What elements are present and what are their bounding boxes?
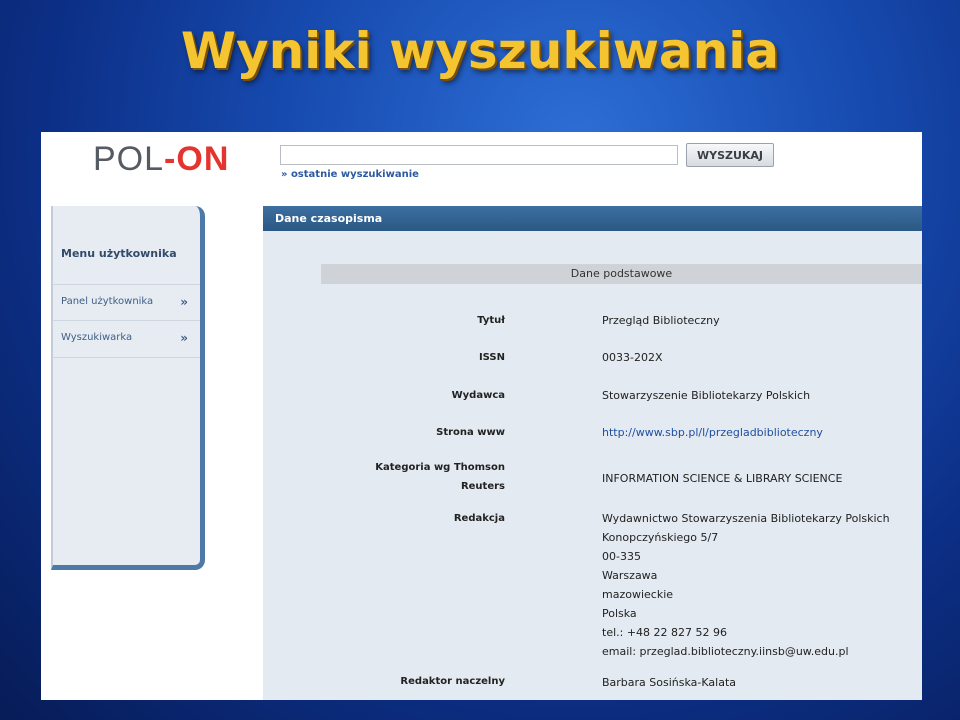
field-value [602,509,890,661]
field-value: Przegląd Biblioteczny [602,314,720,327]
editorial-line: Polska [602,607,637,620]
editorial-line: Warszawa [602,569,658,582]
app-screenshot [41,132,922,700]
logo-text-pol: POL [93,140,165,178]
website-link[interactable]: http://www.sbp.pl/l/przegladbiblioteczny [602,426,823,439]
logo-text-on: -ON [164,140,230,178]
chevron-right-icon: » [180,295,188,309]
editorial-line: tel.: +48 22 827 52 96 [602,626,728,639]
sidebar-item-user-panel[interactable] [53,284,200,321]
field-value: Barbara Sosińska-Kalata [602,676,736,689]
editorial-line: email: przeglad.biblioteczny.iinsb@uw.edu.pl [602,645,849,658]
section-header-basic-data: Dane podstawowe [321,264,922,284]
field-label-line: Reuters [460,481,505,492]
field-value: Stowarzyszenie Bibliotekarzy Polskich [602,389,811,402]
chevron-right-icon: » [180,331,188,345]
field-label: ISSN [478,352,505,363]
sidebar-item-label: Panel użytkownika [61,296,154,307]
field-label: Redakcja [453,513,505,524]
slide-title: Wyniki wyszukiwania [180,22,780,80]
sidebar-title: Menu użytkownika [61,247,177,260]
recent-search-link[interactable]: » ostatnie wyszukiwanie [281,169,419,180]
field-label: Strona www [436,427,505,438]
field-value: 0033-202X [602,351,663,364]
sidebar-item-search-engine[interactable] [53,320,200,358]
field-label [263,458,505,496]
field-label: Tytuł [477,315,505,326]
editorial-line: 00-335 [602,550,641,563]
search-input[interactable] [280,145,678,165]
field-value: INFORMATION SCIENCE & LIBRARY SCIENCE [602,472,843,485]
user-menu-sidebar [51,206,205,570]
search-button[interactable]: WYSZUKAJ [686,143,774,167]
field-label: Wydawca [451,390,505,401]
pol-on-logo [93,140,229,179]
field-label: Redaktor naczelny [400,676,505,687]
sidebar-item-label: Wyszukiwarka [61,332,133,343]
editorial-line: Wydawnictwo Stowarzyszenia Bibliotekarzy Polskich [602,512,890,525]
editorial-line: mazowieckie [602,588,674,601]
editorial-line: Konopczyńskiego 5/7 [602,531,719,544]
journal-data-panel [263,206,922,700]
field-label-line: Kategoria wg Thomson [375,462,505,473]
panel-title: Dane czasopisma [263,206,922,231]
